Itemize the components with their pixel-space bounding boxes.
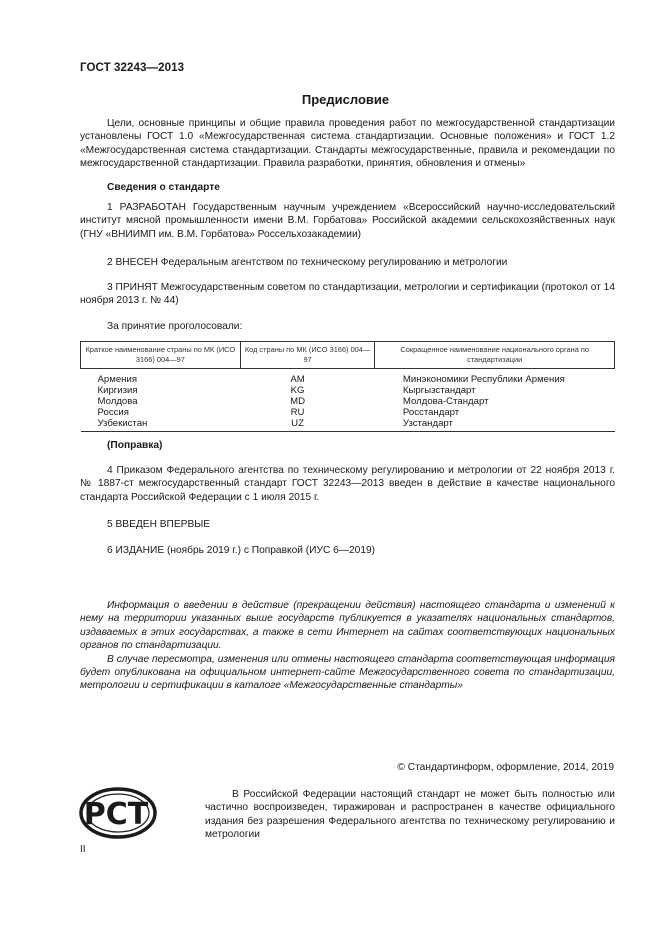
info-notes <box>80 599 615 693</box>
table-row <box>81 396 615 407</box>
item-4 <box>80 464 615 504</box>
item-1 <box>80 201 615 241</box>
item-3-text: 3 ПРИНЯТ Межгосударственным советом по стандартизации, метрологии и сертификации (протокол от 14 ноября 2013 г. № 44) <box>80 282 615 307</box>
body-cell: Минэкономики Республики Армения <box>402 374 565 385</box>
page-title: Предисловие <box>301 92 390 107</box>
item-1-text: 1 РАЗРАБОТАН Государственным научным учреждением «Всероссийский научно-исследовательский институт мясной промышленности имени В.М. Горбатова» Российской академии сельскохозяйственных наук (ГНУ «ВНИИМП им. В.М. Горбатова» Россельхозакадемии) <box>80 202 615 240</box>
copyright-line: © Стандартинформ, оформление, 2014, 2019 <box>397 762 614 773</box>
reproduction-notice-text: В Российской Федерации настоящий стандарт не может быть полностью или частично воспроизведен, тиражирован и распространен в качестве официального издания без разрешения Федерального агентства по техническому регулированию и метрологии <box>205 789 615 841</box>
item-4-text: 4 Приказом Федерального агентства по техническому регулированию и метрологии от 22 ноября 2013 г. № 1887-ст межгосударственный стандарт ГОСТ 32243—2013 введен в действие в качестве национального стандарта Российской Федерации с 1 июля 2015 г. <box>80 465 615 503</box>
table-row <box>81 407 615 418</box>
table-row <box>81 385 615 396</box>
info-heading: Сведения о стандарте <box>107 182 220 193</box>
intro-text: Цели, основные принципы и общие правила проведения работ по межгосударственной стандартизации установлены ГОСТ 1.0 «Межгосударственная система стандартизации. Основные положения» и ГОСТ 1.2 «Межгосударственная система стандартизации. Стандарты межгосударственные, правила и рекомендации по межгосударственной стандартизации. Правила разработки, принятия, обновления и отмены» <box>80 118 615 170</box>
votes-table <box>80 341 615 432</box>
info-note-2: В случае пересмотра, изменения или отмены настоящего стандарта соответствующая информация будет опубликована на официальном интернет-сайте Межгосударственного совета по стандартизации, метрологии и сертификации в каталоге «Межгосударственные стандарты» <box>80 653 615 692</box>
page-number: II <box>80 844 86 855</box>
country-cell: Россия <box>97 407 129 418</box>
logo-text: РСТ <box>83 797 149 832</box>
country-cell: Армения <box>97 374 138 385</box>
intro-paragraph <box>80 117 615 171</box>
item-2-text: 2 ВНЕСЕН Федеральным агентством по техническому регулированию и метрологии <box>107 257 508 268</box>
column-header-body: Сокращенное наименование национального органа по стандартизации <box>375 342 615 369</box>
code-cell: MD <box>290 396 306 407</box>
item-3 <box>80 281 615 308</box>
table-row <box>81 369 615 386</box>
column-header-code: Код страны по МК (ИСО 3166) 004—97 <box>240 342 375 369</box>
item-2 <box>80 256 615 269</box>
table-row <box>81 418 615 432</box>
code-cell: UZ <box>240 418 375 432</box>
rst-certification-mark-icon <box>78 786 158 840</box>
code-cell: AM <box>290 374 305 385</box>
body-cell: Молдова-Стандарт <box>402 396 489 407</box>
body-cell: Росстандарт <box>402 407 460 418</box>
country-cell: Узбекистан <box>81 418 241 432</box>
reproduction-notice <box>205 788 615 842</box>
country-cell: Киргизия <box>97 385 138 396</box>
item-5 <box>80 518 615 531</box>
column-header-country: Краткое наименование страны по МК (ИСО 3166) 004—97 <box>81 342 241 369</box>
votes-caption: За принятие проголосовали: <box>107 321 243 332</box>
body-cell: Кыргызстандарт <box>402 385 476 396</box>
code-cell: KG <box>290 385 305 396</box>
body-cell: Узстандарт <box>375 418 615 432</box>
info-note-1: Информация о введении в действие (прекращении действия) настоящего стандарта и изменений к нему на территории указанных выше государств публикуется в указателях национальных стандартов, издаваемых в этих государствах, а также в сети Интернет на сайтах соответствующих национальных органов по стандартизации. <box>80 600 615 652</box>
country-cell: Молдова <box>97 396 138 407</box>
votes-table-header-row <box>81 342 615 369</box>
amendment-note: (Поправка) <box>107 440 163 451</box>
standard-code-header: ГОСТ 32243—2013 <box>80 62 185 74</box>
item-5-text: 5 ВВЕДЕН ВПЕРВЫЕ <box>107 519 211 530</box>
code-cell: RU <box>290 407 305 418</box>
item-6 <box>80 544 615 557</box>
item-6-text: 6 ИЗДАНИЕ (ноябрь 2019 г.) с Поправкой (ИУС 6—2019) <box>107 545 376 556</box>
